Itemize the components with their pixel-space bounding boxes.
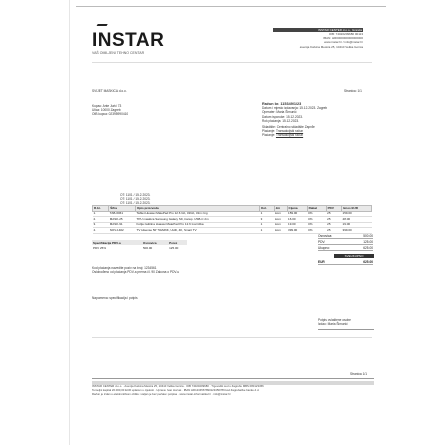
total-value: 125.00 [363, 240, 373, 244]
col-header: Opis proizvoda [136, 206, 260, 212]
table-cell: 3 [260, 217, 275, 223]
payment-value: Transakcijski račun [275, 133, 304, 138]
table-cell: MASK-25 [109, 217, 136, 223]
table-cell: Tablet Huawei MatePad Pro 12.6 Gb, 32Gb, 32m ring [136, 211, 260, 217]
logo-tagline: VAŠ OMILJENI TEHNO CENTAR [92, 51, 145, 55]
payment-label: Plaćanje: [262, 129, 276, 134]
footer-page-number: Stranica 1/1 [350, 372, 368, 376]
company-info [273, 28, 363, 49]
company-address: avenija Kalvina Mesića 25, 10410 Velika Gorica [299, 45, 363, 49]
col-header: Specifikacija PDV-a [92, 240, 142, 245]
table-cell: kom [274, 228, 287, 234]
invoice-line: Operater: Maria Šimunić [262, 110, 297, 115]
top-rule [76, 6, 386, 7]
sender-label: SVIJET MASKICA d.o.o. [92, 89, 127, 93]
table-cell: TAB-6061 [109, 211, 136, 217]
payment-value: Transakcijski račun [275, 129, 304, 134]
table-cell: 1 [260, 228, 275, 234]
meta-line: OT: 1101 / 15.2.2023. [120, 201, 151, 206]
table-cell: Folija zaštitna Huawei MatePad Pro 12.6 tvornička [136, 222, 260, 228]
company-line: INSTAR CENTER d.o.o., Granda [273, 28, 363, 32]
table-cell: 25 [326, 228, 341, 234]
meta-line: OT: 1101 / 15.2.2023. [120, 197, 151, 202]
page-label: Stranica: 1/1 [344, 89, 362, 93]
total-row [318, 246, 373, 251]
col-header: Osnovica [142, 240, 168, 245]
total-label: Osnovica: [318, 234, 333, 238]
total-row [318, 240, 373, 245]
company-line: IBAN: HR0000000000000000 [323, 36, 363, 40]
total-label: PDV: [318, 240, 326, 244]
buyer-line: Kupac: Ante Jurić 73 [92, 104, 122, 108]
buyer-block [92, 104, 202, 117]
table-cell: 399.00 [287, 228, 307, 234]
mid-separator [92, 337, 372, 338]
payment-label: Plaćanje: [262, 133, 276, 138]
total-value: 625.00 [363, 246, 373, 250]
buyer-line: Ulica: 10000 Zagreb [92, 108, 121, 113]
table-cell: 2. [93, 217, 109, 223]
signature-line: Izdao: Maria Šimunić [318, 322, 348, 327]
invoice-line: Datum isporuke: 15.12.2023. [262, 114, 303, 119]
col-header: Šifra [109, 206, 136, 212]
invoice-line: Datum i mjesto izdavanja: 15.12.2023. Zagreb [262, 106, 328, 111]
col-header: R.br. [93, 206, 109, 212]
table-cell: 1 [260, 222, 275, 228]
col-header: Jm [274, 206, 287, 212]
notes-block [92, 266, 232, 274]
table-cell: 25 [326, 222, 341, 228]
invoice-details [262, 102, 374, 138]
table-cell: 1 [260, 211, 275, 217]
signature-rule [318, 329, 374, 330]
table-cell: MASK-91 [109, 222, 136, 228]
footer-line: INSTAR CENTER d.o.o. · Avenija Kalvina Mesića 25, 10410 Velika Gorica · OIB 74020209680 · Trgovački sud u Zagrebu MBS 080123456 [92, 385, 264, 388]
total-value: 500.00 [363, 234, 373, 238]
table-cell: PDV 25% [93, 245, 107, 250]
remarks-label: Napomena: specifikacija i potpis [92, 296, 138, 300]
table-cell: 0% [307, 211, 326, 217]
table-cell: 500.00 [143, 245, 153, 250]
table-cell: 125.00 [169, 245, 179, 250]
signature-line: Potpis ovlaštene osobe [318, 318, 351, 322]
company-logo [92, 30, 164, 55]
col-header: Iznos EUR [342, 206, 372, 212]
table-cell: 19.00 [342, 222, 372, 228]
table-row [93, 228, 372, 234]
table-cell: 25 [326, 211, 341, 217]
col-header: Porez [168, 240, 187, 245]
logo-text: INSTAR [92, 30, 165, 51]
table-cell: 48.00 [342, 217, 372, 223]
table-cell: 25 [326, 217, 341, 223]
grand-total-label: EUR [318, 260, 325, 264]
grand-total-value: 625.00 [363, 260, 373, 264]
header-separator [92, 62, 372, 63]
table-cell: 4. [93, 228, 109, 234]
table-cell: 19.00 [287, 222, 307, 228]
col-header: PDV [326, 206, 341, 212]
footer-line: Račun je izdan u elektroničkom obliku i valjan je bez pečata i potpisa · www.instar-informatika.hr · info@instar.hr [92, 392, 231, 396]
table-cell: 399.00 [342, 228, 372, 234]
total-row [318, 234, 373, 239]
payment-row [262, 133, 374, 137]
table-cell: 1. [93, 211, 109, 217]
col-header: Rabat [307, 206, 326, 212]
invoice-line: Rok plaćanja: 15.12.2023. [262, 118, 300, 123]
table-cell: NOV-1402 [109, 228, 136, 234]
table-cell: 0% [307, 222, 326, 228]
note-line: Kod plaćanja navedite poziv na broj: 1234561 [92, 266, 157, 270]
col-header: Cijena [287, 206, 307, 212]
footer [92, 378, 374, 409]
footer-line: Temeljni kapital 20.000,00 EUR uplaćen u cijelosti · Uprava: Ivan Horvat · IBAN HR1234567890123456789 kod Zagrebačke banke d.d. [92, 388, 260, 392]
col-header: Kol. [260, 206, 275, 212]
vat-table [92, 240, 187, 250]
table-cell: 159.00 [342, 211, 372, 217]
table-cell: TV Hisense 50" 50A66K, UHD, 4K, Smart TV [136, 228, 260, 234]
items-table [92, 205, 372, 234]
table-cell: 0% [307, 228, 326, 234]
invoice-title: Račun br. 115349/1/23 [262, 102, 302, 106]
company-line: www.instar.hr / info@instar.hr [324, 40, 363, 44]
table-cell: kom [274, 217, 287, 223]
table-cell: kom [274, 211, 287, 217]
page-edge [69, 0, 70, 445]
table-cell: 3. [93, 222, 109, 228]
table-cell: kom [274, 222, 287, 228]
table-cell: 16.00 [287, 217, 307, 223]
note-line: Oslobođeno od plaćanja PDV-a prema čl. 90 Zakona o PDV-u [92, 270, 180, 275]
grand-total-row [318, 260, 373, 265]
table-cell: 159.00 [287, 211, 307, 217]
total-label: Ukupno: [318, 246, 330, 250]
signature-block [318, 318, 374, 330]
meta-block [120, 193, 150, 206]
company-line: OIB: 74020209680 00113 [328, 32, 363, 36]
meta-line: OT: 1101 / 15.2.2023. [120, 193, 151, 197]
table-row [92, 245, 187, 250]
invoice-ref: Skladište: Centralno skladište Zaprđe [262, 125, 315, 130]
grand-total-banner: SVEUKUPNO [334, 254, 374, 258]
table-cell: TPU maskica Samsung Galaxy S9, transp. USB-C 2m [136, 217, 260, 223]
table-cell: 0% [307, 217, 326, 223]
buyer-line: OIB kupca: 02395990410 [92, 112, 129, 117]
